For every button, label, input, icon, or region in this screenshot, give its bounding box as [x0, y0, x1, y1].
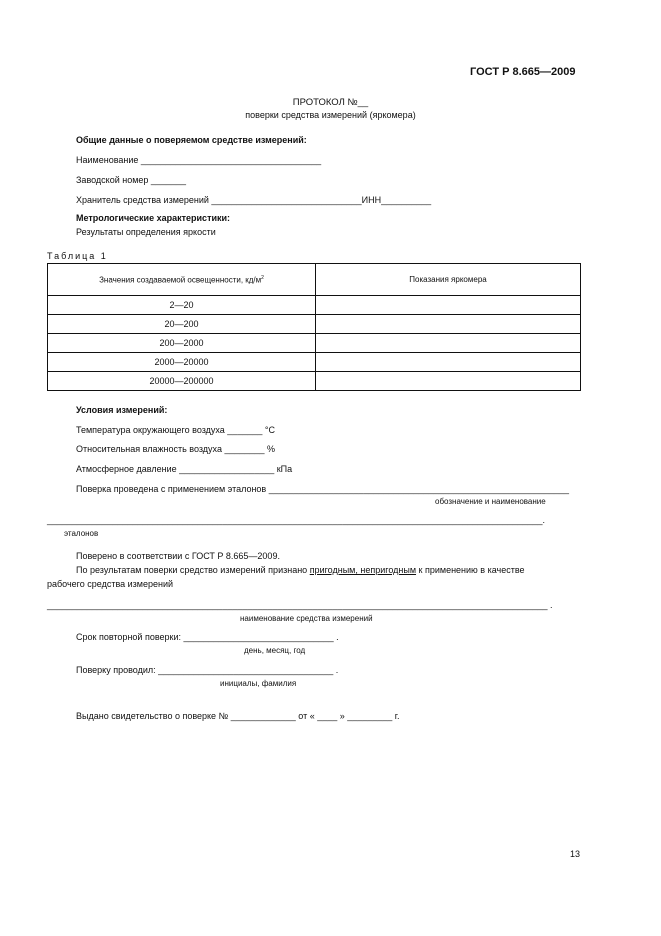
reverification-date-line: Срок повторной поверки: ______________________________ . — [76, 632, 339, 642]
illuminance-range-cell: 20—200 — [48, 315, 316, 334]
performer-line: Поверку проводил: ___________________________________ . — [76, 665, 339, 675]
metrology-heading: Метрологические характеристики: — [76, 213, 231, 223]
pressure-line: Атмосферное давление ___________________ кПа — [76, 464, 293, 474]
name-field-line: Наименование ____________________________________ — [76, 155, 322, 165]
standards-continuation-line: ___________________________________________________________________________________________________. — [47, 515, 546, 525]
illuminance-column-header — [48, 264, 316, 296]
table-row — [48, 315, 581, 334]
results-line: Результаты определения яркости — [76, 227, 216, 237]
protocol-title: ПРОТОКОЛ №__ — [292, 97, 369, 108]
unit-superscript: 2 — [261, 274, 264, 281]
result-prefix: По результатам поверки средство измерений признано — [76, 565, 308, 575]
reading-cell — [316, 353, 581, 372]
illuminance-range-cell: 2—20 — [48, 296, 316, 315]
table-header-row — [48, 264, 581, 296]
table-caption: Таблица 1 — [47, 251, 108, 261]
temperature-line: Температура окружающего воздуха _______ °С — [76, 425, 275, 435]
conditions-heading: Условия измерений: — [76, 405, 168, 415]
reading-cell — [316, 334, 581, 353]
table-row — [48, 296, 581, 315]
table-row — [48, 353, 581, 372]
illuminance-range-cell: 2000—20000 — [48, 353, 316, 372]
verified-per-standard: Поверено в соответствии с ГОСТ Р 8.665—2009. — [76, 551, 280, 561]
verification-result-line — [76, 565, 581, 575]
general-heading: Общие данные о поверяемом средстве измерений: — [76, 135, 307, 145]
reading-cell — [316, 372, 581, 391]
serial-number-line: Заводской номер _______ — [76, 175, 186, 185]
standards-caption: обозначение и наименование — [435, 497, 546, 506]
illuminance-header-text: Значения создаваемой освещенности, кд/м — [99, 275, 262, 285]
reading-cell — [316, 296, 581, 315]
illuminance-range-cell: 200—2000 — [48, 334, 316, 353]
standards-continuation-caption: эталонов — [64, 529, 99, 538]
owner-line: Хранитель средства измерений ______________________________ИНН__________ — [76, 195, 432, 205]
table-row — [48, 372, 581, 391]
result-suffix: к применению в качестве — [418, 565, 525, 575]
readings-column-header: Показания яркомера — [316, 264, 581, 296]
instrument-name-line: ____________________________________________________________________________________________________ . — [47, 600, 553, 610]
instrument-name-caption: наименование средства измерений — [240, 614, 373, 623]
performer-caption: инициалы, фамилия — [220, 679, 297, 688]
result-fit-options: пригодным, непригодным — [309, 565, 417, 575]
table-row — [48, 334, 581, 353]
illuminance-range-cell: 20000—200000 — [48, 372, 316, 391]
standard-number: ГОСТ Р 8.665—2009 — [470, 66, 576, 78]
reverification-date-caption: день, месяц, год — [244, 646, 306, 655]
humidity-line: Относительная влажность воздуха ________ % — [76, 444, 275, 454]
verification-result-line2: рабочего средства измерений — [47, 579, 174, 589]
brightness-results-table — [47, 263, 581, 391]
protocol-subtitle: поверки средства измерений (яркомера) — [245, 110, 416, 120]
certificate-line: Выдано свидетельство о поверке № _____________ от « ____ » _________ г. — [76, 711, 400, 721]
standards-line: Поверка проведена с применением эталонов ____________________________________________________________ — [76, 484, 570, 494]
page-number: 13 — [570, 849, 581, 859]
reading-cell — [316, 315, 581, 334]
